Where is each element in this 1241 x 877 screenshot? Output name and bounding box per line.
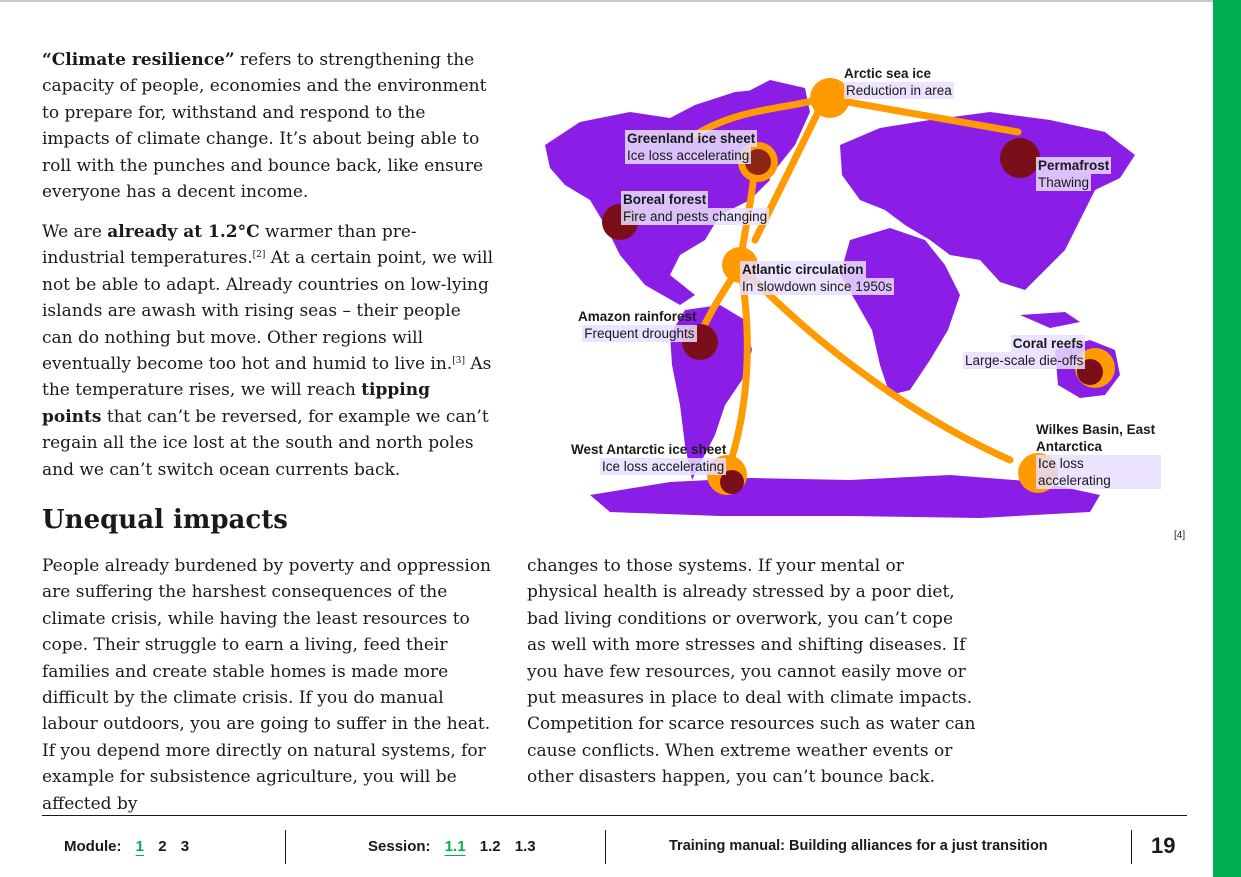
label-west-antarctic-ice-sheet: West Antarctic ice sheet Ice loss accelerating	[571, 442, 727, 474]
p2-bold-tipping-points: tipping points	[42, 380, 430, 427]
manual-title: Training manual: Building alliances for a just transition	[669, 838, 1048, 854]
footer-separator	[1131, 830, 1132, 864]
page-number: 19	[1151, 833, 1176, 858]
label-greenland-ice-sheet: Greenland ice sheet Ice loss accelerating	[627, 131, 756, 163]
session-label: Session:	[368, 838, 431, 855]
module-link-3[interactable]: 3	[180, 838, 190, 855]
session-link-1-2[interactable]: 1.2	[479, 838, 501, 855]
section-heading: Unequal impacts	[42, 505, 288, 535]
figure-reference-4[interactable]: [4]	[1174, 530, 1186, 541]
module-nav	[64, 838, 189, 855]
tipping-points-world-map	[520, 50, 1170, 520]
module-label: Module:	[64, 838, 122, 855]
label-amazon-rainforest: Amazon rainforest Frequent droughts	[578, 309, 697, 341]
label-atlantic-circulation: Atlantic circulation In slowdown since 1950s	[742, 262, 893, 294]
p2-text-d: At a certain point, we will not be able to adapt. Already countries on low-lying islands are awash with rising seas – their people can do nothing but move. Other regions will eventually become too hot and humid to live in.	[42, 248, 494, 375]
footer-separator	[605, 830, 606, 864]
label-arctic-sea-ice: Arctic sea ice Reduction in area	[844, 66, 952, 98]
p2-text-g: that can’t be reversed, for example we can’t regain all the ice lost at the south and north poles and we can’t switch ocean currents back.	[42, 406, 489, 480]
p2-text-e: As the temperature rises, we will reach	[42, 354, 492, 401]
intro-paragraph-2	[42, 219, 494, 483]
footer-rule	[42, 815, 1187, 816]
module-link-2[interactable]: 2	[158, 838, 167, 855]
section-column-2: changes to those systems. If your mental or physical health is already stressed by a poor diet, bad living conditions or overwork, you can’t cope as well with more stresses and shifting diseases. If you have few resources, you cannot easily move or put measures in place to deal with climate impacts. Competition for scarce resources such as water can cause conflicts. When extreme weather events or other disasters happen, you can’t bounce back.	[527, 556, 976, 788]
footnote-ref-3[interactable]: [3]	[452, 356, 465, 367]
footnote-ref-2[interactable]: [2]	[252, 250, 266, 261]
p2-text-c: warmer than pre-industrial temperatures.	[42, 222, 417, 269]
intro-p1-text: refers to strengthening the capacity of people, economies and the environment to prepare for, withstand and respond to the impacts of climate change. It’s about being able to roll with the punches and bounce back, like ensure everyone has a decent income.	[42, 50, 487, 203]
session-link-1-3[interactable]: 1.3	[514, 838, 536, 855]
label-wilkes-basin: Wilkes Basin, East Antarctica Ice loss accelerating	[1036, 421, 1161, 489]
label-coral-reefs: Coral reefs Large-scale die-offs	[965, 336, 1084, 368]
top-border	[0, 0, 1213, 2]
section-column-1: People already burdened by poverty and oppression are suffering the harshest consequences of the climate crisis, while having the least resources to cope. Their struggle to earn a living, feed their families and create stable homes is made more difficult by the climate crisis. If you do manual labour outdoors, you are going to suffer in the heat. If you depend more directly on natural systems, for example for subsistence agriculture, you will be affected by	[42, 556, 491, 814]
label-boreal-forest: Boreal forest Fire and pests changing	[623, 192, 768, 224]
term-climate-resilience: “Climate resilience”	[42, 50, 235, 70]
p2-text-a: We are	[42, 222, 108, 242]
footer-separator	[285, 830, 286, 864]
label-permafrost: Permafrost Thawing	[1038, 158, 1110, 190]
p2-bold-temperature: already at 1.2°C	[107, 222, 260, 242]
module-link-1[interactable]: 1	[135, 838, 145, 855]
session-nav	[368, 838, 536, 855]
session-link-1-1[interactable]: 1.1	[444, 838, 466, 855]
green-edge-bar	[1213, 0, 1241, 877]
intro-paragraph-1	[42, 47, 494, 205]
